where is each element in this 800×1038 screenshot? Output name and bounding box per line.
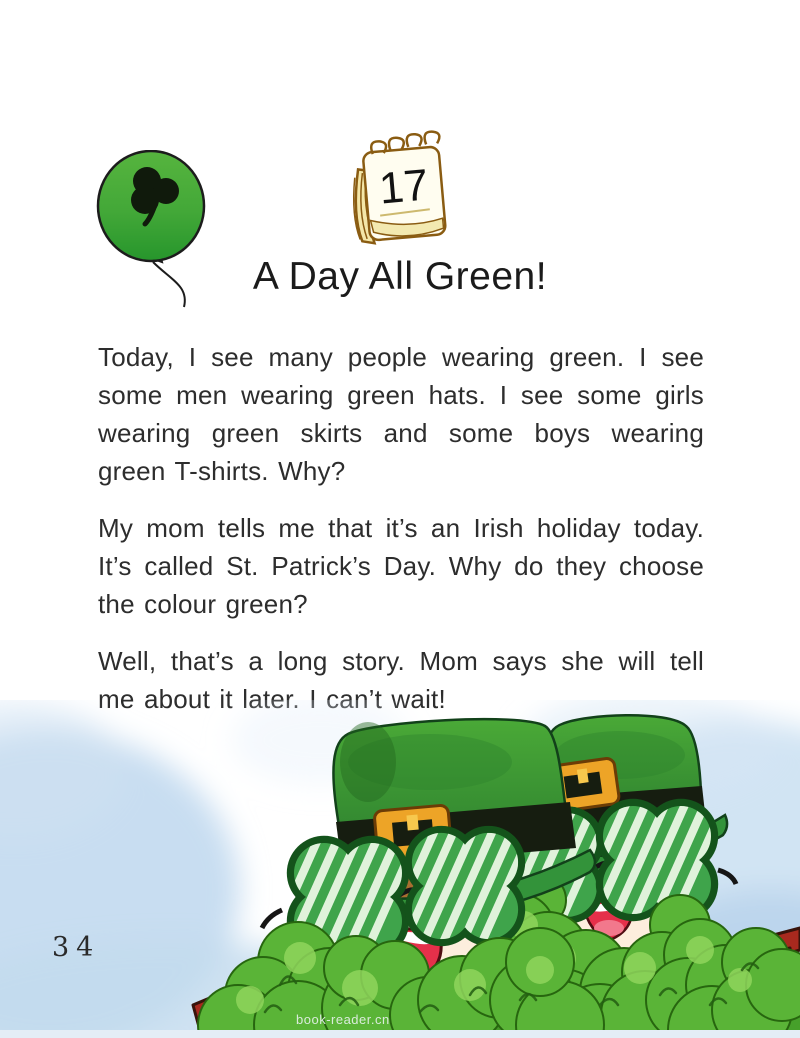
story-line: the colour green? bbox=[98, 589, 308, 619]
story-line: It’s called St. Patrick’s Day. Why do they choose bbox=[98, 551, 704, 581]
story-paragraph-1 bbox=[98, 338, 704, 490]
page-title: A Day All Green! bbox=[252, 255, 548, 298]
story-text bbox=[98, 338, 704, 737]
calendar-day-number: 17 bbox=[377, 160, 431, 214]
story-line: wearing green skirts and some boys wearing bbox=[98, 418, 704, 448]
watermark: book-reader.cn bbox=[296, 1012, 390, 1027]
story-paragraph-2 bbox=[98, 509, 704, 623]
story-line: me about it later. I can’t wait! bbox=[98, 684, 446, 714]
bottom-edge-strip bbox=[0, 1030, 800, 1038]
story-line: My mom tells me that it’s an Irish holiday today. bbox=[98, 513, 704, 543]
story-line: green T-shirts. Why? bbox=[98, 456, 346, 486]
calendar-icon bbox=[334, 126, 462, 254]
story-line: Well, that’s a long story. Mom says she will tell bbox=[98, 646, 704, 676]
page-number: 34 bbox=[52, 932, 101, 963]
story-line: Today, I see many people wearing green. I see bbox=[98, 342, 704, 372]
story-line: some men wearing green hats. I see some girls bbox=[98, 380, 704, 410]
two-kids-illustration bbox=[0, 700, 800, 1038]
